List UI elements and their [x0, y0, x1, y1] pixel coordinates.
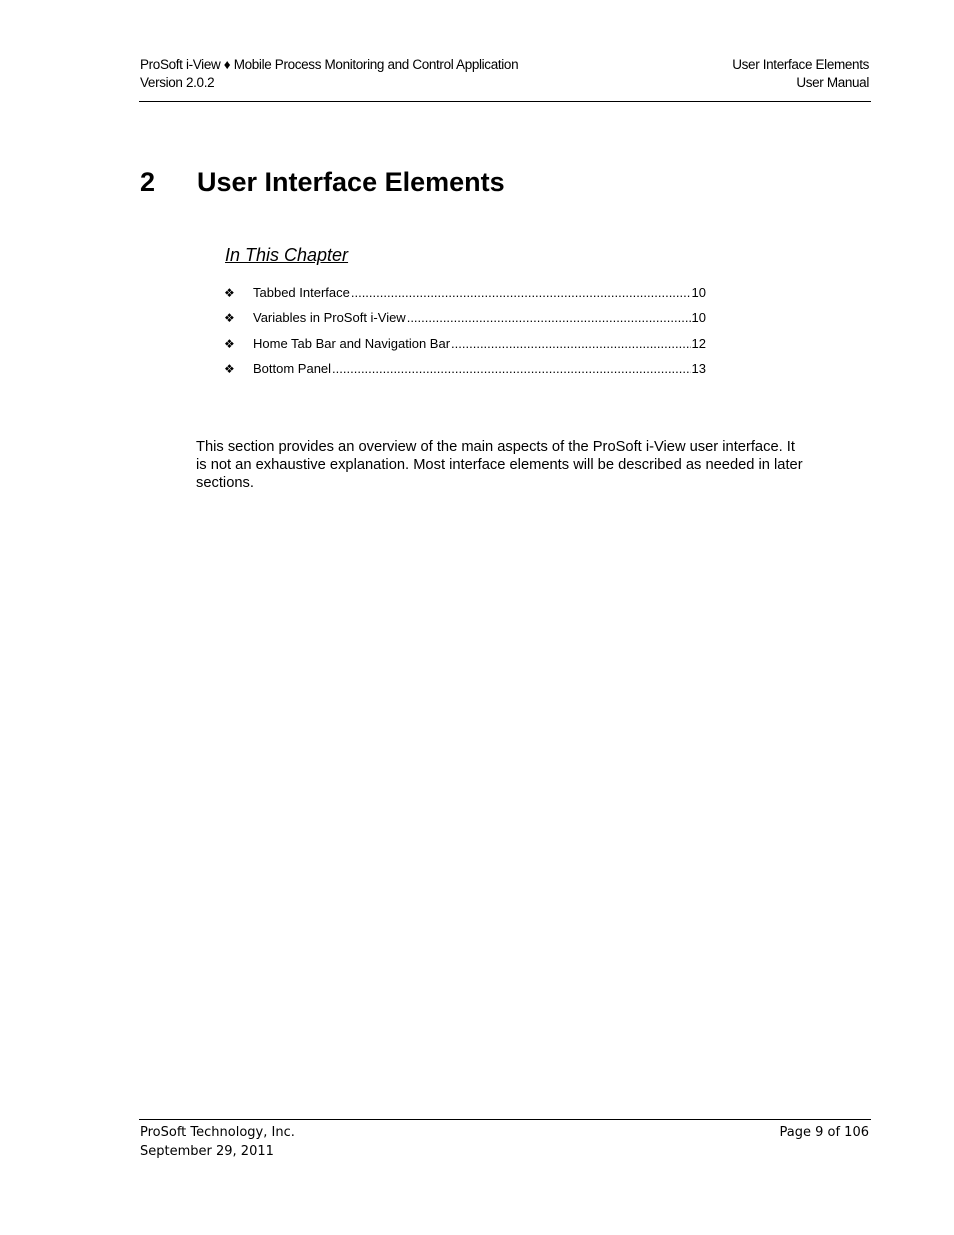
chapter-heading — [140, 165, 505, 199]
toc-item-page[interactable]: 10 — [691, 285, 706, 300]
header-section-title: User Interface Elements — [732, 57, 869, 72]
footer-left — [140, 1123, 295, 1161]
toc-item[interactable] — [224, 335, 706, 360]
toc-item-label[interactable]: Variables in ProSoft i-View — [253, 310, 406, 326]
toc-item-label[interactable]: Bottom Panel — [253, 360, 332, 376]
toc-item[interactable] — [224, 360, 706, 385]
toc-leader-dots — [407, 309, 691, 327]
toc-leader-dots — [351, 284, 691, 302]
chapter-toc — [224, 284, 706, 385]
chapter-number: 2 — [140, 167, 156, 197]
in-this-chapter-heading: In This Chapter — [225, 245, 349, 265]
header-manual-type: User Manual — [796, 75, 869, 90]
footer-page-number: Page 9 of 106 — [779, 1125, 869, 1140]
diamond-bullet-icon: ❖ — [224, 361, 235, 376]
toc-item-label[interactable]: Tabbed Interface — [253, 285, 350, 300]
toc-item-page[interactable]: 13 — [691, 360, 706, 376]
toc-item[interactable] — [224, 284, 706, 309]
diamond-bullet-icon: ❖ — [224, 286, 235, 300]
footer-date: September 29, 2011 — [140, 1144, 274, 1159]
diamond-bullet-icon: ❖ — [224, 336, 235, 351]
header-right — [732, 56, 869, 92]
intro-paragraph: This section provides an overview of the main aspects of the ProSoft i-View user interface. It is not an exhaustive explanation. Most interface elements will be described as needed in later sections. — [196, 439, 803, 491]
toc-item-page[interactable]: 10 — [691, 310, 706, 326]
diamond-bullet-icon: ❖ — [224, 311, 235, 326]
header-left — [140, 56, 518, 92]
toc-leader-dots — [332, 360, 690, 378]
header-product-title: ProSoft i-View ♦ Mobile Process Monitoring and Control Application — [140, 57, 519, 72]
toc-item[interactable] — [224, 309, 706, 334]
toc-leader-dots — [451, 335, 690, 353]
chapter-title: User Interface Elements — [197, 167, 505, 197]
footer-company: ProSoft Technology, Inc. — [140, 1125, 295, 1140]
page-header — [139, 56, 871, 102]
toc-item-page[interactable]: 12 — [691, 335, 706, 351]
header-version: Version 2.0.2 — [140, 75, 215, 90]
page-footer — [139, 1119, 871, 1159]
footer-right — [780, 1123, 869, 1142]
toc-item-label[interactable]: Home Tab Bar and Navigation Bar — [253, 335, 451, 351]
